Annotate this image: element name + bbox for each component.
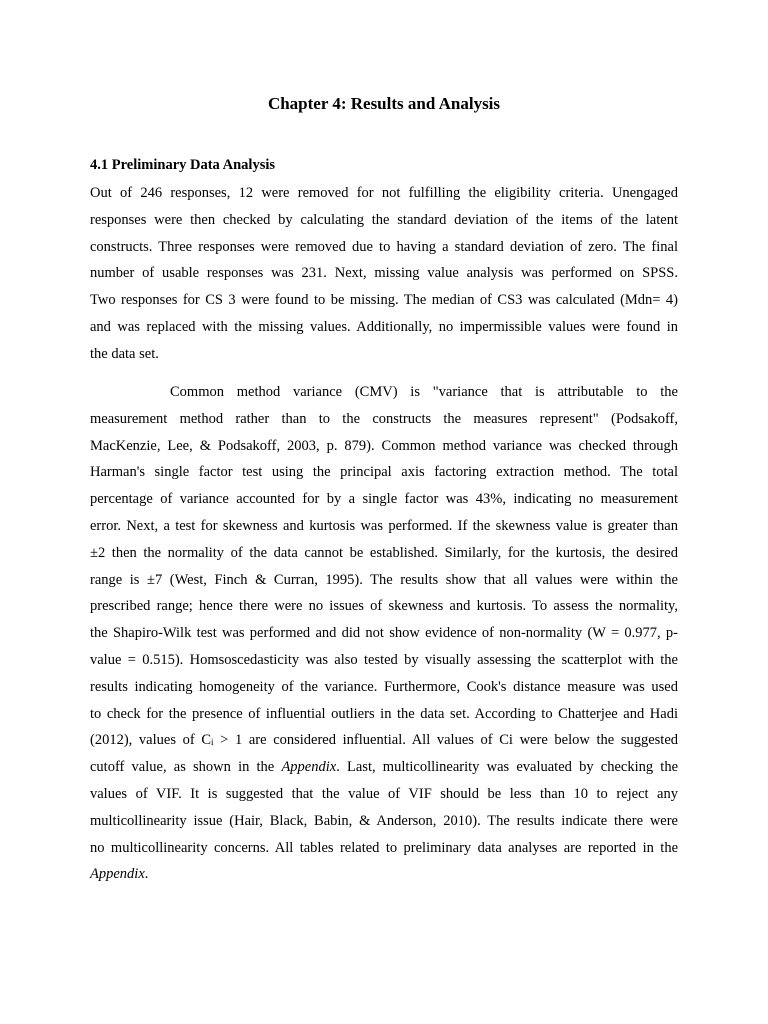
- paragraph-line-ci: [90, 727, 678, 754]
- appendix-reference: Appendix: [281, 759, 337, 776]
- paragraph-line: error. Next, a test for skewness and kurtosis was performed. If the skewness value is greater than: [90, 517, 678, 534]
- paragraph-line: the data set.: [90, 345, 159, 362]
- paragraph-line: range is ±7 (West, Finch & Curran, 1995). The results show that all values were within the: [90, 571, 678, 588]
- paragraph-line: multicollinearity issue (Hair, Black, Babin, & Anderson, 2010). The results indicate there were: [90, 812, 678, 829]
- final-period: .: [144, 866, 149, 883]
- paragraph-line: number of usable responses was 231. Next, missing value analysis was performed on SPSS.: [90, 265, 678, 282]
- paragraph-line: Harman's single factor test using the principal axis factoring extraction method. The total: [90, 464, 678, 481]
- paragraph-line: no multicollinearity concerns. All tables related to preliminary data analyses are reported in the: [90, 839, 678, 856]
- paragraph-line: percentage of variance accounted for by a single factor was 43%, indicating no measurement: [90, 491, 678, 508]
- paragraph-line: measurement method rather than to the constructs the measures represent" (Podsakoff,: [90, 410, 678, 427]
- paragraph-line-appendix: [90, 754, 678, 781]
- paragraph-line: results indicating homogeneity of the variance. Furthermore, Cook's distance measure was used: [90, 678, 678, 695]
- paragraph-line: to check for the presence of influential outliers in the data set. According to Chatterjee and Hadi: [90, 705, 678, 722]
- paragraph-line: values of VIF. It is suggested that the value of VIF should be less than 10 to reject any: [90, 785, 678, 802]
- paragraph-2: [90, 379, 678, 888]
- paragraph-line: Out of 246 responses, 12 were removed for not fulfilling the eligibility criteria. Unengaged: [90, 185, 678, 201]
- appendix-prefix: cutoff value, as shown in the: [90, 759, 282, 776]
- paragraph-line: Common method variance (CMV) is "variance that is attributable to the: [170, 384, 678, 400]
- appendix-reference-final: Appendix: [90, 866, 145, 883]
- ci-subscript: i: [211, 737, 214, 748]
- paragraph-line: constructs. Three responses were removed due to having a standard deviation of zero. The final: [90, 238, 678, 255]
- paragraph-line: MacKenzie, Lee, & Podsakoff, 2003, p. 879). Common method variance was checked through: [90, 437, 678, 454]
- paragraph-line: the Shapiro-Wilk test was performed and did not show evidence of non-normality (W = 0.977, p-: [90, 625, 678, 642]
- ci-prefix: (2012), values of C: [90, 732, 211, 749]
- paragraph-line: prescribed range; hence there were no issues of skewness and kurtosis. To assess the normality,: [90, 598, 678, 615]
- paragraph-line: responses were then checked by calculating the standard deviation of the items of the latent: [90, 211, 678, 228]
- section-heading: 4.1 Preliminary Data Analysis: [90, 157, 276, 173]
- paragraph-1: [90, 180, 678, 368]
- ci-suffix: > 1 are considered influential. All values of Ci were below the suggested: [213, 732, 679, 749]
- chapter-title: Chapter 4: Results and Analysis: [267, 94, 501, 113]
- paragraph-line: ±2 then the normality of the data cannot be established. Similarly, for the kurtosis, the desired: [90, 544, 678, 561]
- paragraph-line: Two responses for CS 3 were found to be missing. The median of CS3 was calculated (Mdn= 4): [90, 292, 678, 309]
- paragraph-line: and was replaced with the missing values. Additionally, no impermissible values were found in: [90, 318, 678, 335]
- paragraph-line-final: [90, 861, 678, 888]
- appendix-suffix: . Last, multicollinearity was evaluated by checking the: [336, 759, 678, 776]
- paragraph-line: value = 0.515). Homsoscedasticity was also tested by visually assessing the scatterplot with the: [90, 651, 678, 668]
